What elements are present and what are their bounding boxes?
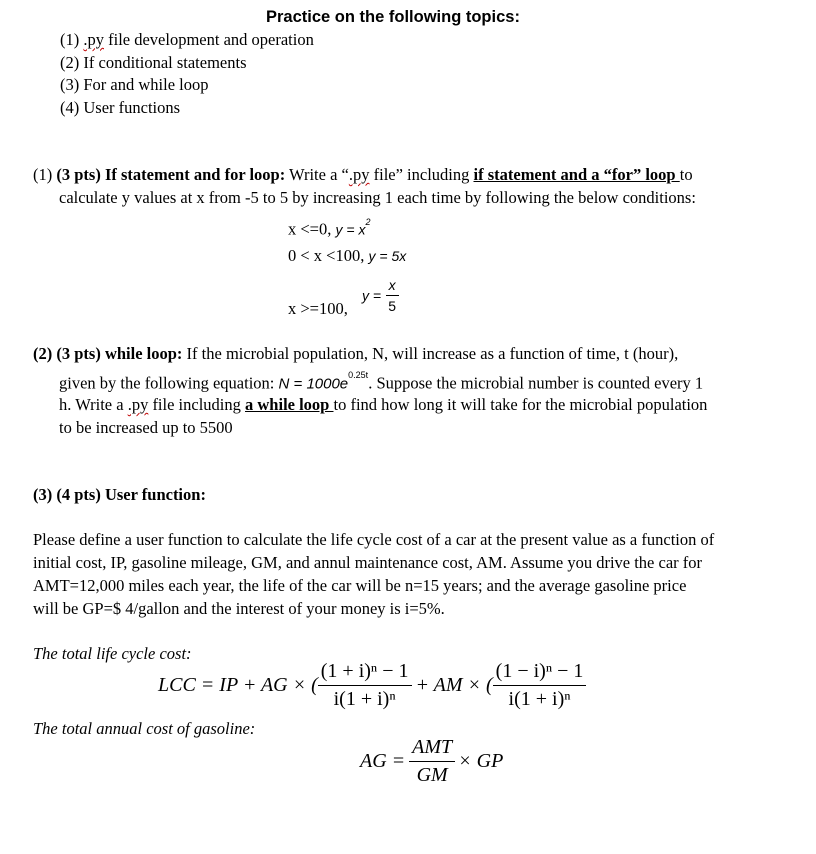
q1-line-2: calculate y values at x from -5 to 5 by increasing 1 each time by following the below conditions:	[59, 188, 696, 207]
condition-expr: y = 5x	[368, 248, 407, 264]
q1-text: to	[679, 165, 693, 184]
ag-equation	[360, 736, 503, 787]
q1-line-1	[33, 166, 693, 185]
condition-2	[288, 247, 406, 266]
spellcheck-word: .py	[83, 30, 104, 49]
item-text: file development and operation	[104, 30, 314, 49]
item-number: (3)	[60, 75, 80, 94]
q2-text: If the microbial population, N, will increase as a function of time, t (hour),	[182, 344, 679, 363]
denominator: GM	[416, 764, 448, 786]
ag-rhs: × GP	[458, 750, 504, 772]
numerator: (1 − i)ⁿ − 1	[493, 660, 587, 686]
q2-text: to find how long it will take for the microbial population	[333, 395, 708, 414]
q2-line-3	[59, 396, 707, 415]
numerator: AMT	[409, 736, 455, 762]
lcc-equation	[158, 660, 586, 711]
ag-label: The total annual cost of gasoline:	[33, 719, 256, 738]
spellcheck-word: .py	[348, 165, 370, 184]
q3-heading: (4 pts) User function:	[56, 485, 206, 504]
q2-text: . Suppose the microbial number is counted every 1	[368, 373, 704, 393]
item-text: If conditional statements	[79, 53, 247, 72]
denominator: 5	[388, 298, 396, 315]
q2-line-2	[59, 370, 704, 393]
q3-paragraph-line: AMT=12,000 miles each year, the life of the car will be n=15 years; and the average gasoline price	[33, 576, 687, 595]
exponent: 2	[365, 217, 371, 227]
item-text: User functions	[79, 98, 181, 117]
numerator: (1 + i)ⁿ − 1	[318, 660, 412, 686]
condition-label: x <=0,	[288, 219, 332, 239]
q1-heading: (3 pts) If statement and for loop:	[56, 165, 286, 184]
denominator: i(1 + i)ⁿ	[333, 688, 396, 710]
fraction	[385, 277, 399, 314]
condition-3-expr	[362, 277, 399, 314]
q2-number: (2)	[33, 344, 53, 363]
q2-line-1	[33, 345, 678, 364]
list-item	[60, 99, 180, 118]
spellcheck-word: .py	[127, 395, 149, 414]
ag-lhs: AG =	[360, 750, 406, 772]
item-number: (1)	[60, 30, 80, 49]
q3-paragraph-line: Please define a user function to calculate the life cycle cost of a car at the present value as a function of	[33, 530, 715, 549]
condition-3-label: x >=100,	[288, 299, 348, 318]
q2-line-4: to be increased up to 5500	[59, 418, 233, 437]
list-item	[60, 31, 314, 50]
q2-text: given by the following equation:	[59, 373, 275, 393]
q1-text: file” including	[369, 165, 474, 184]
q2-underlined: a while loop	[245, 395, 334, 414]
q3-paragraph-line: initial cost, IP, gasoline mileage, GM, and annul maintenance cost, AM. Assume you drive the car for	[33, 553, 703, 572]
condition-expr: y =	[362, 287, 382, 304]
lcc-label: The total life cycle cost:	[33, 644, 192, 663]
equation: N = 1000e	[278, 375, 349, 393]
exponent: 0.25t	[348, 370, 369, 380]
item-text: For and while loop	[79, 75, 209, 94]
q1-number: (1)	[33, 165, 53, 184]
condition-label: 0 < x <100,	[288, 246, 365, 265]
q1-underlined: if statement and a “for” loop	[473, 165, 680, 184]
list-item	[60, 54, 247, 73]
item-number: (4)	[60, 98, 80, 117]
list-item	[60, 76, 209, 95]
q2-text: h. Write a	[59, 395, 128, 414]
lcc-lhs: LCC = IP + AG × (	[158, 674, 318, 696]
fraction	[318, 660, 412, 711]
page-title: Practice on the following topics:	[266, 8, 520, 26]
numerator: x	[386, 277, 399, 296]
q2-text: file including	[148, 395, 246, 414]
q2-heading: (3 pts) while loop:	[56, 344, 183, 363]
fraction	[409, 736, 455, 787]
q1-text: Write a “	[285, 165, 349, 184]
q3-paragraph-line: will be GP=$ 4/gallon and the interest of your money is i=5%.	[33, 599, 445, 618]
fraction	[493, 660, 587, 711]
condition-1	[288, 217, 371, 239]
lcc-mid: + AM × (	[415, 674, 493, 696]
item-number: (2)	[60, 53, 80, 72]
denominator: i(1 + i)ⁿ	[508, 688, 571, 710]
condition-expr: y = x	[335, 221, 366, 238]
q3-number: (3)	[33, 485, 53, 504]
q3-heading-line	[33, 486, 206, 505]
